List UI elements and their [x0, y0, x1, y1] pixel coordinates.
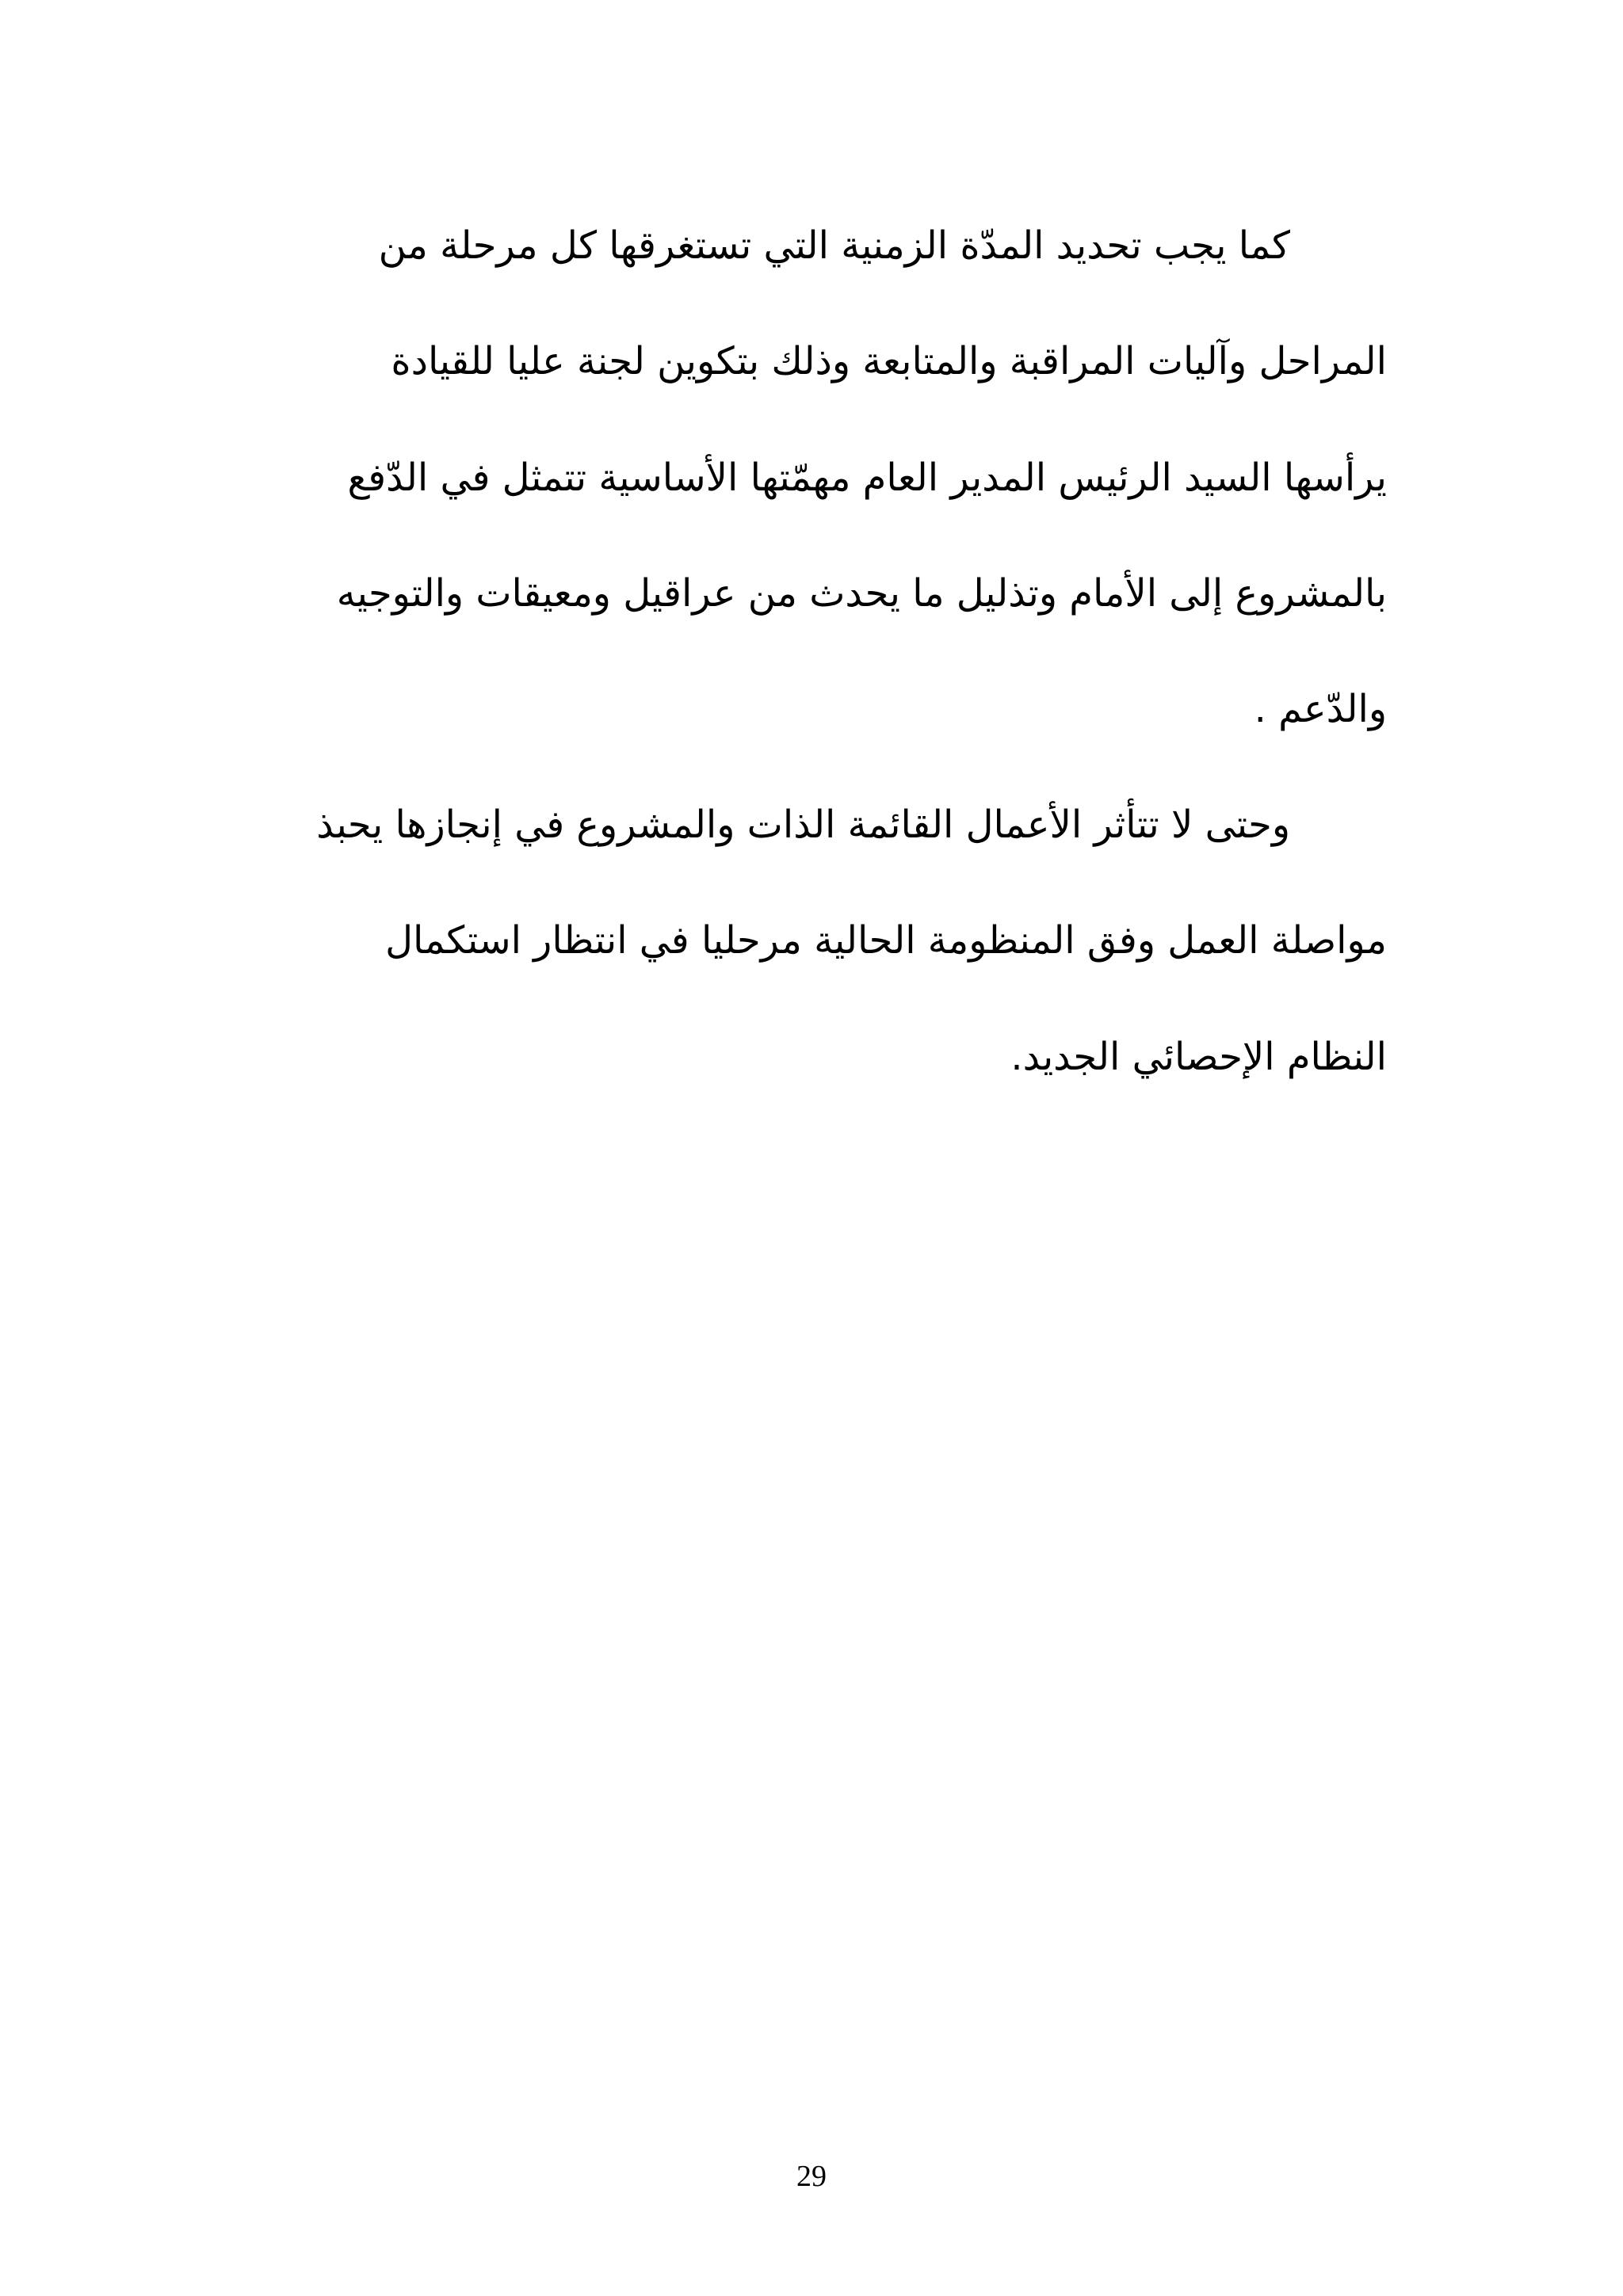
paragraph-2-line-2: مواصلة العمل وفق المنظومة الحالية مرحليا في انتظار استكمال — [385, 918, 1387, 963]
paragraph-1-line-1: كما يجب تحديد المدّة الزمنية التي تستغرقها كل مرحلة من — [378, 223, 1290, 268]
paragraph-2-line-3: النظام الإحصائي الجديد. — [1010, 1035, 1387, 1079]
paragraph-1-line-3: يرأسها السيد الرئيس المدير العام مهمّتها الأساسية تتمثل في الدّفع — [347, 456, 1387, 500]
paragraph-2-line-1: وحتى لا تتأثر الأعمال القائمة الذات والمشروع في إنجازها يحبذ — [316, 803, 1290, 847]
paragraph-1-line-5: والدّعم . — [1254, 687, 1387, 731]
paragraph-1-line-2: المراحل وآليات المراقبة والمتابعة وذلك بتكوين لجنة عليا للقيادة — [391, 339, 1387, 383]
page-number: 29 — [796, 2160, 827, 2193]
paragraph-1-line-4: بالمشروع إلى الأمام وتذليل ما يحدث من عراقيل ومعيقات والتوجيه — [336, 571, 1387, 616]
